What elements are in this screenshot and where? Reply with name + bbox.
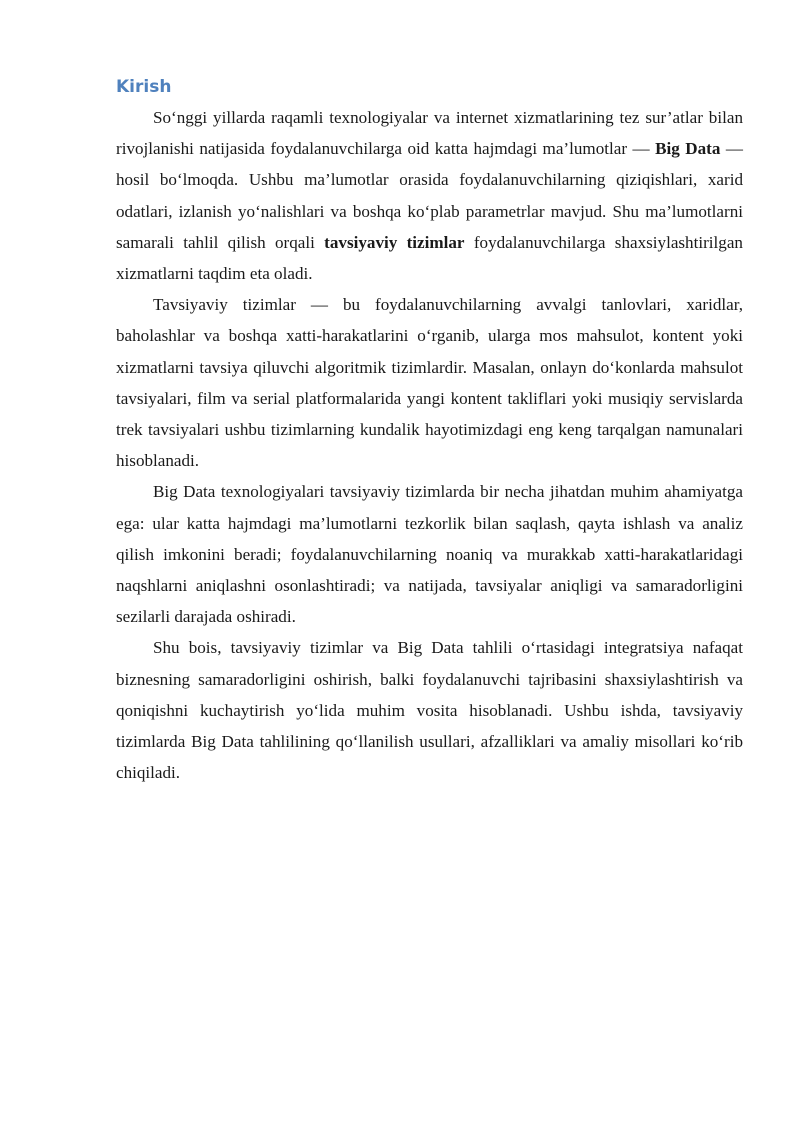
paragraph-text: — hosil bo‘lmoqda. Ushbu ma’lumotlar orasida foydalanuvchilarning qiziqishlari, xarid odatlari, izlanish yo‘nalishlari va boshqa ko‘plab parametrlar mavjud. Shu ma’lumotlarni samarali tahlil qilish orqali — [116, 139, 743, 252]
paragraph-2 — [116, 289, 743, 476]
paragraph-1 — [116, 102, 743, 289]
paragraph-text: foydalanuvchilarga shaxsiylashtirilgan xizmatlarni taqdim eta oladi. — [116, 232, 743, 284]
document-body — [116, 72, 743, 788]
paragraph-3 — [116, 476, 743, 632]
paragraph-text: Shu bois, tavsiyaviy tizimlar va Big Data tahlili o‘rtasidagi integratsiya nafaqat biznesning samaradorligini oshirish, balki foydalanuvchi tajribasini shaxsiylashtirish va qoniqishni kuchaytirish yo‘lida muhim vosita hisoblanadi. Ushbu ishda, tavsiyaviy tizimlarda Big Data tahlilining qo‘llanilish usullari, afzalliklari va amaliy misollari ko‘rib chiqiladi. — [116, 638, 743, 783]
paragraph-text: Tavsiyaviy tizimlar — bu foydalanuvchilarning avvalgi tanlovlari, xaridlar, baholashlar va boshqa xatti-harakatlarini o‘rganib, ularga mos mahsulot, kontent yoki xizmatlarni tavsiya qiluvchi algoritmik tizimlardir. Masalan, onlayn do‘konlarda mahsulot tavsiyalari, film va serial platformalarida yangi kontent takliflari yoki musiqiy servislarda trek tavsiyalari ushbu tizimlarning kundalik hayotimizdagi eng keng tarqalgan namunalari hisoblanadi. — [116, 295, 743, 471]
paragraph-text: So‘nggi yillarda raqamli texnologiyalar va internet xizmatlarining tez sur’atlar bilan rivojlanishi natijasida foydalanuvchilarga oid katta hajmdagi ma’lumotlar — — [116, 108, 743, 159]
section-heading: Kirish — [116, 77, 172, 97]
bold-term-big-data: Big Data — [655, 139, 721, 159]
bold-term-recommender-systems: tavsiyaviy tizimlar — [324, 232, 465, 252]
paragraph-text: Big Data texnologiyalari tavsiyaviy tizimlarda bir necha jihatdan muhim ahamiyatga ega: ular katta hajmdagi ma’lumotlarni tezkorlik bilan saqlash, qayta ishlash va analiz qilish imkonini beradi; foydalanuvchilarning noaniq va murakkab xatti-harakatlaridagi naqshlarni aniqlashni osonlashtiradi; va natijada, tavsiyalar aniqligi va samaradorligini sezilarli darajada oshiradi. — [116, 482, 743, 627]
paragraph-4 — [116, 632, 743, 788]
